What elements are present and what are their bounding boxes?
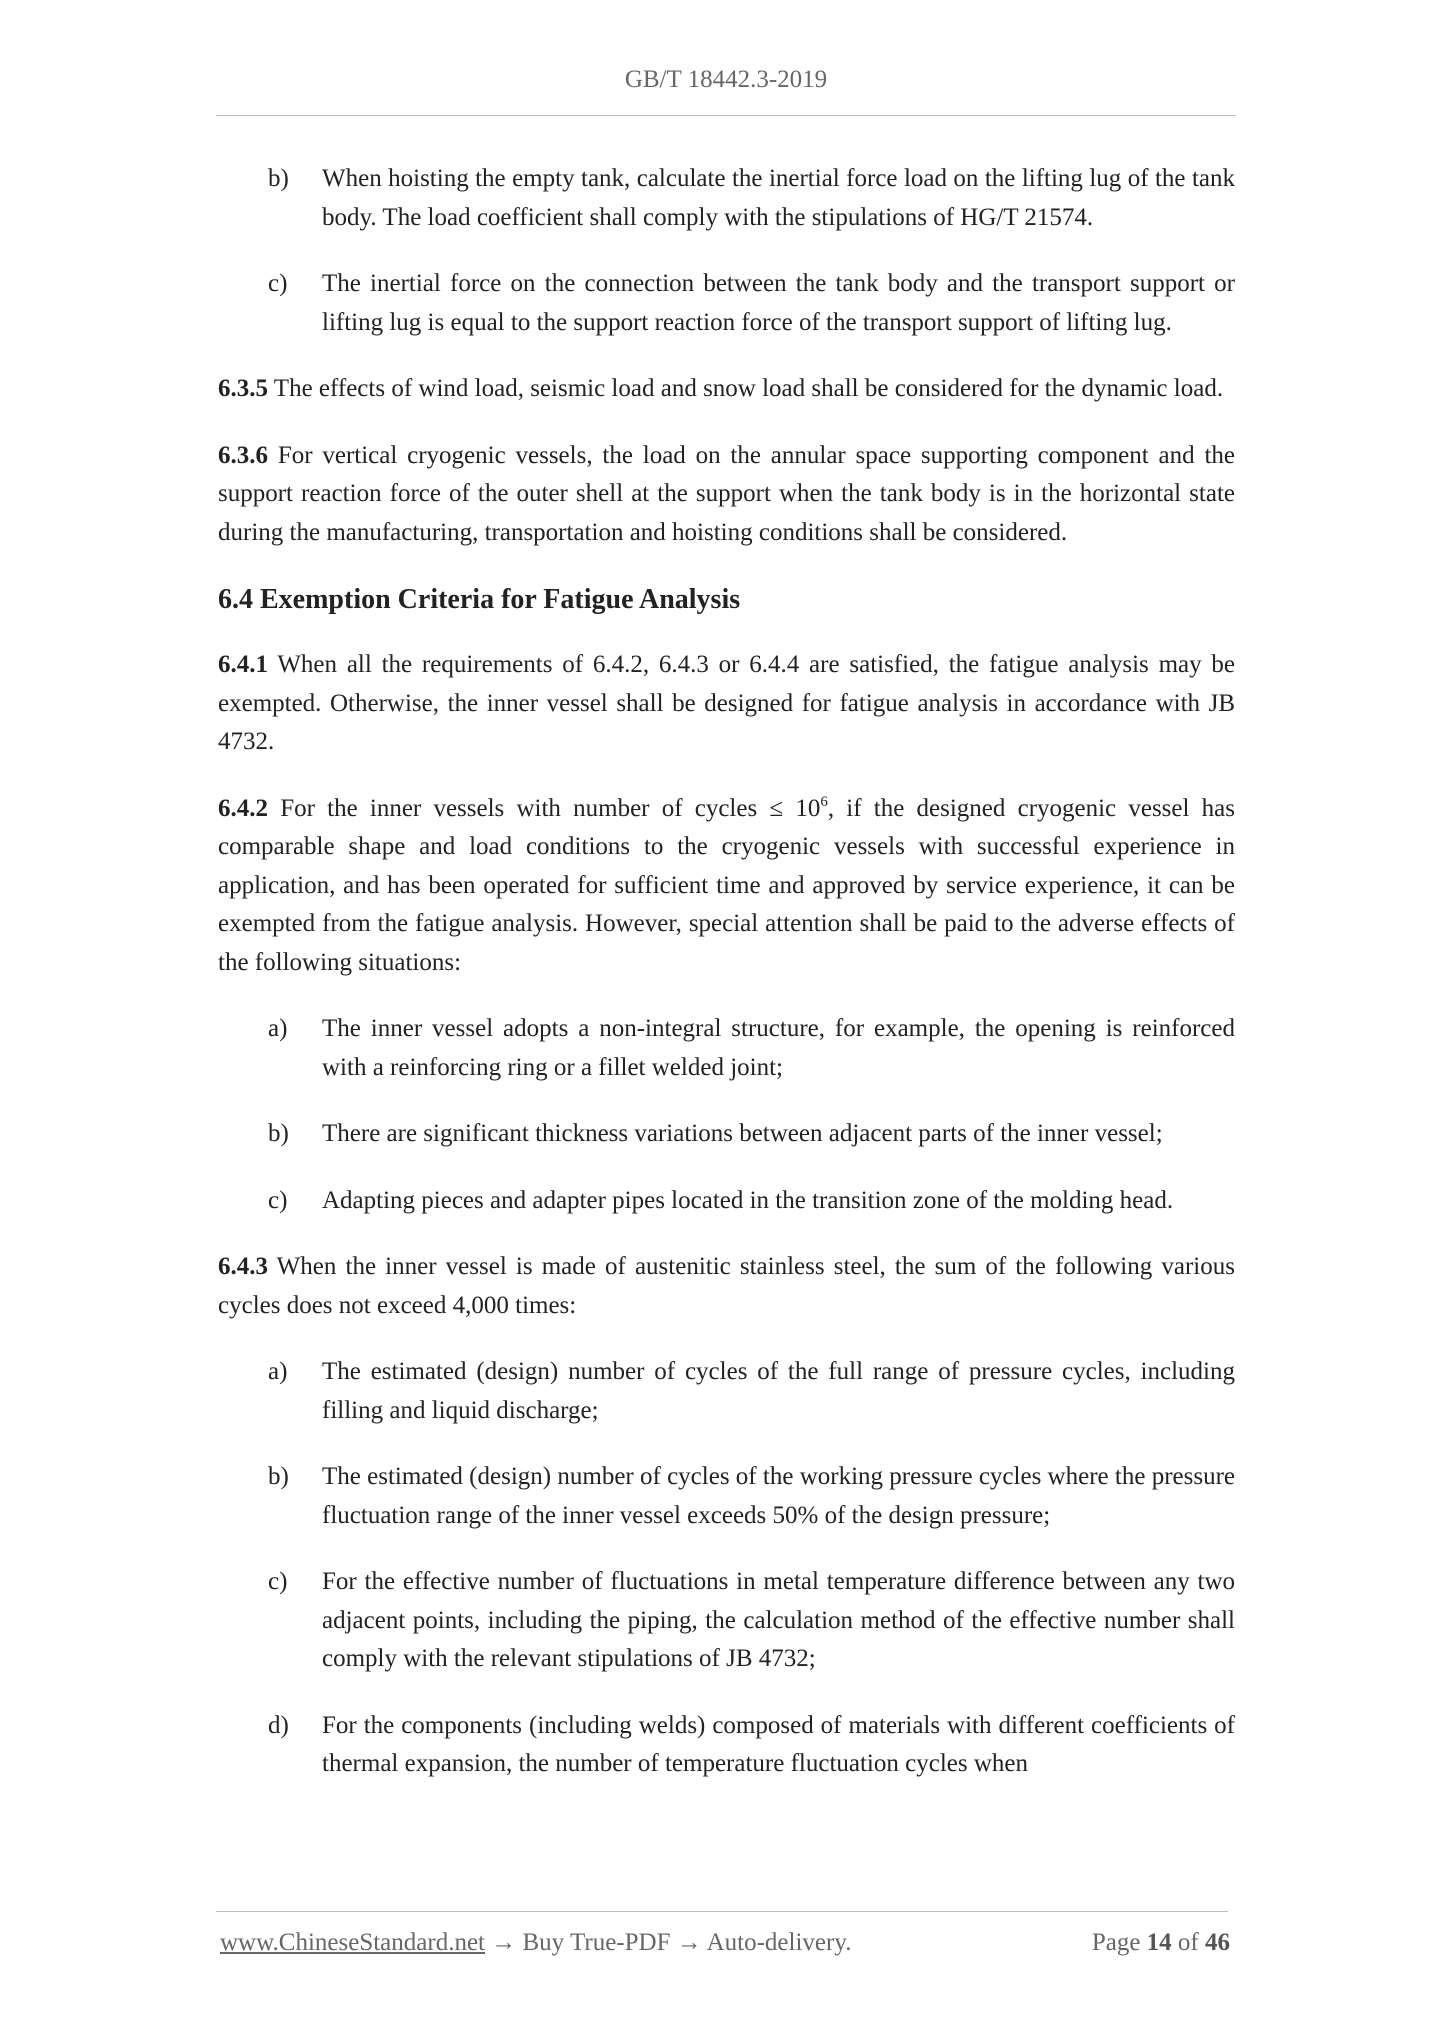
list-text: The estimated (design) number of cycles of the working pressure cycles where the pressure fluctuation range of the inner vessel exceeds 50% of the design pressure; [322, 1463, 1235, 1529]
superscript-exponent: 6 [820, 793, 828, 810]
page-total: 46 [1205, 1929, 1230, 1956]
list-text: There are significant thickness variations between adjacent parts of the inner vessel; [322, 1120, 1163, 1147]
document-body [218, 160, 1235, 1812]
clause-text: For vertical cryogenic vessels, the load on the annular space supporting component and the support reaction force of the outer shell at the support when the tank body is in the horizontal state during the manufacturing, transportation and hoisting conditions shall be considered. [218, 441, 1235, 546]
document-header: GB/T 18442.3-2019 [624, 66, 828, 93]
list-label: b) [268, 1120, 289, 1147]
page-footer [220, 1929, 1230, 1957]
arrow-icon: → [670, 1929, 707, 1956]
clause-6-4-2 [218, 790, 1235, 983]
page-number: 14 [1146, 1929, 1172, 1956]
list-text: For the components (including welds) composed of materials with different coefficients of thermal expansion, the number of temperature fluctuation cycles when [322, 1711, 1235, 1777]
list-item [218, 1010, 1235, 1087]
clause-number: 6.4.3 [218, 1253, 268, 1280]
list-label: b) [268, 165, 289, 192]
list-item [218, 1458, 1235, 1535]
buy-pdf-link[interactable]: Buy True-PDF [522, 1929, 671, 1956]
list-label: a) [268, 1015, 288, 1042]
footer-divider [216, 1911, 1228, 1912]
list-item [218, 1707, 1235, 1784]
list-item [218, 1353, 1235, 1430]
of-word: of [1171, 1929, 1205, 1956]
clause-text: When the inner vessel is made of austenitic stainless steel, the sum of the following various cycles does not exceed 4,000 times: [218, 1253, 1235, 1319]
clause-text-continued: , if the designed cryogenic vessel has comparable shape and load conditions to the cryogenic vessels with successful experience in application, and has been operated for sufficient time and approved by service experience, it can be exempted from the fatigue analysis. However, special attention shall be paid to the adverse effects of the following situations: [218, 794, 1235, 976]
arrow-icon: → [485, 1929, 523, 1956]
header-divider [216, 115, 1236, 116]
list-text: The estimated (design) number of cycles of the full range of pressure cycles, including filling and liquid discharge; [322, 1358, 1235, 1424]
clause-number: 6.4.1 [218, 651, 268, 678]
list-text: For the effective number of fluctuations in metal temperature difference between any two adjacent points, including the piping, the calculation method of the effective number shall comply with the relevant stipulations of JB 4732; [322, 1568, 1235, 1672]
page-word: Page [1091, 1929, 1147, 1956]
list-item [218, 265, 1235, 342]
clause-number: 6.3.5 [218, 375, 268, 402]
clause-6-4-1 [218, 646, 1235, 762]
list-label: d) [268, 1711, 289, 1739]
clause-number: 6.4.2 [218, 794, 268, 822]
page-indicator [1092, 1929, 1230, 1957]
list-item [218, 1115, 1235, 1154]
list-label: c) [268, 1186, 288, 1214]
list-item [218, 1182, 1235, 1221]
list-label: c) [268, 270, 288, 297]
clause-6-4-3 [218, 1248, 1235, 1325]
clause-number: 6.3.6 [218, 441, 268, 469]
list-label: a) [268, 1358, 288, 1385]
site-link[interactable]: www.ChineseStandard.net [220, 1929, 485, 1956]
list-item [218, 1563, 1235, 1679]
clause-text: When all the requirements of 6.4.2, 6.4.3 or 6.4.4 are satisfied, the fatigue analysis may be exempted. Otherwise, the inner vessel shall be designed for fatigue analysis in accordance with JB 4732. [218, 651, 1235, 755]
clause-6-3-5 [218, 370, 1235, 409]
list-text: Adapting pieces and adapter pipes located in the transition zone of the molding head. [322, 1186, 1174, 1214]
auto-delivery-text: Auto-delivery. [706, 1929, 852, 1956]
list-text: The inner vessel adopts a non-integral structure, for example, the opening is reinforced with a reinforcing ring or a fillet welded joint; [322, 1015, 1235, 1081]
list-text: The inertial force on the connection between the tank body and the transport support or lifting lug is equal to the support reaction force of the transport support of lifting lug. [322, 270, 1235, 336]
list-text: When hoisting the empty tank, calculate the inertial force load on the lifting lug of the tank body. The load coefficient shall comply with the stipulations of HG/T 21574. [322, 165, 1235, 231]
section-heading-6-4: 6.4 Exemption Criteria for Fatigue Analysis [218, 584, 741, 615]
list-item [218, 160, 1235, 237]
list-label: b) [268, 1463, 289, 1490]
list-label: c) [268, 1568, 288, 1595]
clause-6-3-6 [218, 437, 1235, 553]
clause-text: The effects of wind load, seismic load and snow load shall be considered for the dynamic load. [268, 375, 1224, 402]
clause-text: For the inner vessels with number of cycles ≤ 10 [268, 794, 821, 822]
